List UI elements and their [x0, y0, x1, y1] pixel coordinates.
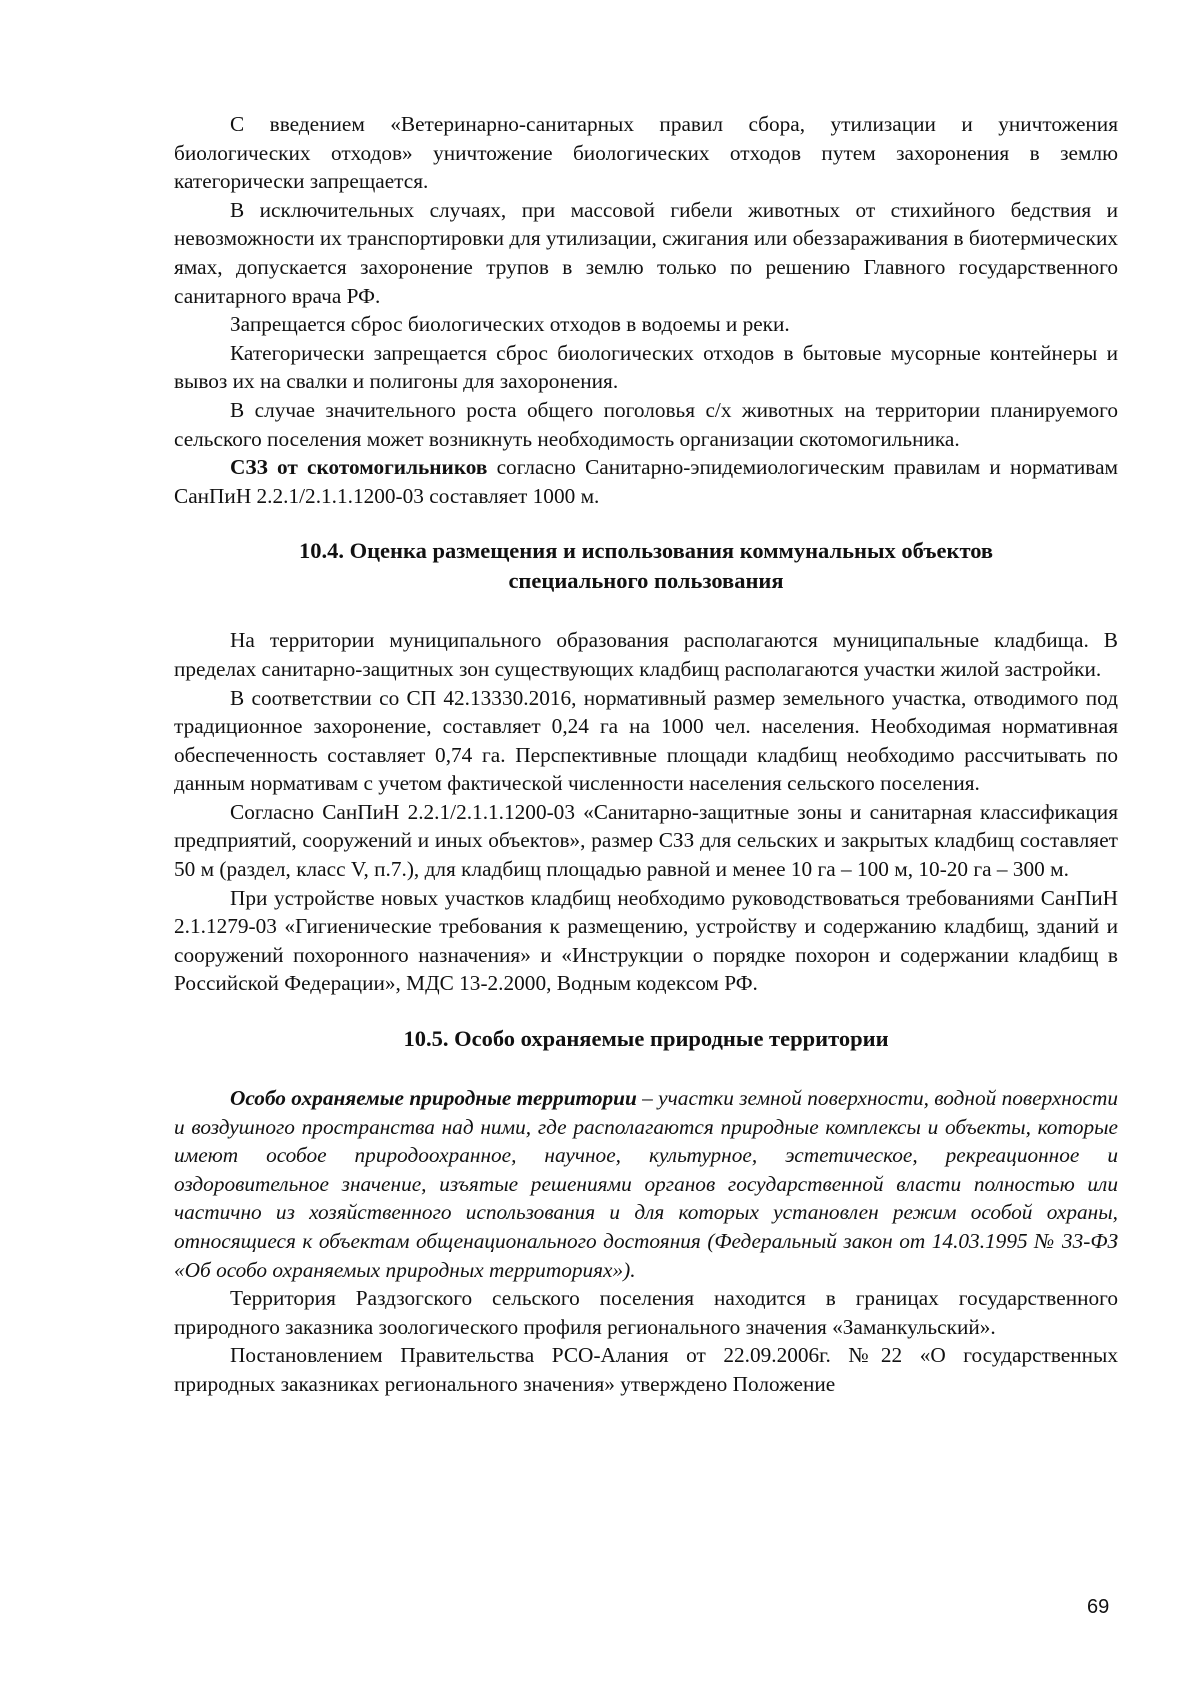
paragraph-water-ban: Запрещается сброс биологических отходов в водоемы и реки.	[230, 312, 790, 337]
paragraph-container-ban: Категорически запрещается сброс биологических отходов в бытовые мусорные контейнеры и вывоз их на свалки и полигоны для захоронения.	[174, 340, 1118, 394]
paragraph-exceptional-cases: В исключительных случаях, при массовой гибели животных от стихийного бедствия и невозможности их транспортировки для утилизации, сжигания или обеззараживания в биотермических ямах, допускается захоронение трупов в землю только по решению Главного государственного санитарного врача РФ.	[174, 197, 1118, 308]
paragraph-sp-norms: В соответствии со СП 42.13330.2016, нормативный размер земельного участка, отводимого под традиционное захоронение, составляет 0,24 га на 1000 чел. населения. Необходимая нормативная обеспеченность составляет 0,74 га. Перспективные площади кладбищ необходимо рассчитывать по данным нормативам с учетом фактической численности населения сельского поселения.	[174, 685, 1118, 796]
paragraph-livestock-growth: В случае значительного роста общего поголовья с/х животных на территории планируемого сельского поселения может возникнуть необходимость организации скотомогильника.	[174, 397, 1118, 451]
oopt-definition-text: – участки земной поверхности, водной поверхности и воздушного пространства над ними, где располагаются природные комплексы и объекты, которые имеют особое природоохранное, научное, культурное, эстетическое, рекреационное и оздоровительное значение, изъятые решениями органов государственной власти полностью или частично из хозяйственного использования и для которых установлен режим особой охраны, относящиеся к объектам общенационального достояния (Федеральный закон от 14.03.1995 № 33-ФЗ «Об особо охраняемых природных территориях»).	[174, 1086, 1118, 1282]
section-10-4-title	[174, 536, 1118, 596]
paragraph-oopt-definition	[174, 1084, 1118, 1284]
section-10-4-title-line2: специального пользования	[508, 568, 784, 594]
paragraph-government-decree: Постановлением Правительства РСО-Алания от 22.09.2006г. №22 «О государственных природных заказниках регионального значения» утверждено Положение	[174, 1343, 1118, 1396]
oopt-bold-term: Особо охраняемые природные территории	[230, 1086, 637, 1111]
paragraph-new-cemeteries: При устройстве новых участков кладбищ необходимо руководствоваться требованиями СанПиН 2.1.1279-03 «Гигиенические требования к размещению, устройству и содержанию кладбищ, зданий и сооружений похоронного назначения» и «Инструкции о порядке похорон и содержании кладбищ в Российской Федерации», МДС 13-2.2000, Водным кодексом РФ.	[174, 885, 1118, 996]
paragraph-cemeteries: На территории муниципального образования располагаются муниципальные кладбища. В пределах санитарно-защитных зон существующих кладбищ располагаются участки жилой застройки.	[174, 628, 1118, 681]
paragraph-biowaste-ban: С введением «Ветеринарно-санитарных правил сбора, утилизации и уничтожения биологических отходов» уничтожение биологических отходов путем захоронения в землю категорически запрещается.	[174, 112, 1118, 194]
szz-bold-term: СЗЗ от скотомогильников	[230, 455, 488, 480]
section-10-4-title-line1: 10.4. Оценка размещения и использования коммунальных объектов	[298, 538, 994, 564]
page-number: 69	[1087, 1596, 1110, 1618]
paragraph-szz	[174, 453, 1118, 510]
section-10-5-title: 10.5. Особо охраняемые природные территории	[403, 1026, 889, 1052]
paragraph-reserve-territory: Территория Раздзогского сельского поселения находится в границах государственного природного заказника зоологического профиля регионального значения «Заманкульский».	[174, 1286, 1118, 1339]
szz-text: согласно Санитарно-эпидемиологическим правилам и нормативам СанПиН 2.2.1/2.1.1.1200-03 составляет 1000 м.	[174, 455, 1119, 508]
document-page	[174, 110, 1118, 1399]
paragraph-sanpin-szz: Согласно СанПиН 2.2.1/2.1.1.1200-03 «Санитарно-защитные зоны и санитарная классификация предприятий, сооружений и иных объектов», размер СЗЗ для сельских и закрытых кладбищ составляет 50 м (раздел, класс V, п.7.), для кладбищ площадью равной и менее 10 га – 100 м, 10-20 га – 300 м.	[174, 799, 1118, 882]
